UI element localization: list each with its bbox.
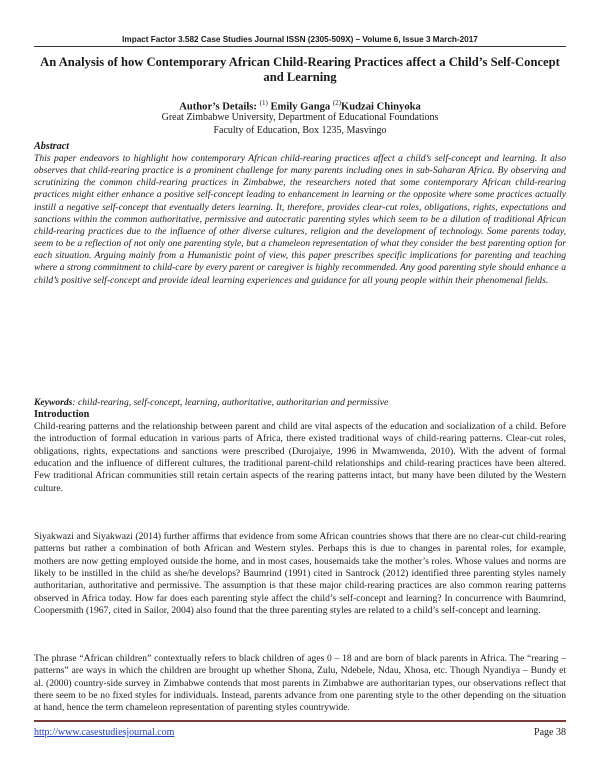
author1-name: Emily Ganga: [270, 101, 331, 113]
intro-paragraph-1: Child-rearing patterns and the relationship between parent and child are vital aspects of the education and socialization of a child. Before the introduction of formal education in various parts of Africa, there existed traditional ways of child-rearing patterns. Clear-cut roles, obligations, rights, expectations and sanctions were prescribed (Durojaiye, 1996 in Mwamwenda, 2010). With the advent of formal education and the influence of different cultures, the traditional parent-child relationships and child-rearing practices have been altered. Few traditional African communities still retain certain aspects of the rearing patterns intact, but many have been diluted by the Western culture.: [34, 421, 566, 494]
page-number: Page 38: [534, 727, 566, 738]
keywords-text: : child-rearing, self-concept, learning, authoritative, authoritarian and permissive: [72, 397, 389, 408]
author2-mark: (2): [332, 99, 342, 107]
journal-website-link[interactable]: http://www.casestudiesjournal.com: [34, 727, 175, 738]
author2-name: Kudzai Chinyoka: [341, 101, 421, 113]
abstract-text: This paper endeavors to highlight how contemporary African child-rearing practices affect a child’s self-concept and learning. It also observes that child-rearing practice is a prominent challenge for many parents including ones in sub-Saharan Africa. By observing and scrutinizing the common child-rearing practices in Zimbabwe, the researchers noted that some contemporary African child-rearing practices might either enhance a positive self-concept leading to enhancement in learning or the opposite where some practices actually instill a negative self-concept that eventually deters learning. It, therefore, provides clear-cut roles, obligations, rights, expectations and sanctions within the common authoritative, permissive and autocratic parenting styles which seem to be a dilution of traditional African child-rearing practices due to the influence of other diverse cultures, religion and the development of technology. Some parents today, seem to be a reflection of not only one parenting style, but a chameleon representation of what they consider the best parenting option for each situation. Arguing mainly from a Humanistic point of view, this paper prescribes specific implications for parenting and teaching where a strong commitment to child-care by every parent or caregiver is highly recommended. Any good parenting style should enhance a child’s positive self-concept and provide ideal learning experiences and guidance for all young people within their phenomenal fields.: [34, 153, 566, 286]
authors-label: Author’s Details:: [179, 101, 257, 113]
running-head: Impact Factor 3.582 Case Studies Journal ISSN (2305-509X) – Volume 6, Issue 3 March-2017: [34, 35, 566, 47]
footer-rule: [34, 720, 566, 722]
intro-paragraph-3: The phrase “African children” contextually refers to black children of ages 0 – 18 and are born of black parents in Africa. The “rearing – patterns” are ways in which the children are brought up whether Shona, Zulu, Ndebele, Ndau, Xhosa, etc. Though Nyandiya – Bundy et al. (2000) country-side survey in Zimbabwe contends that most parents in Zimbabwe are authoritarian types, our observations reflect that there seem to be no fixed styles for individuals. Instead, parents advance from one parenting style to the other depending on the situation at hand, hence the term chameleon representation of parenting styles countrywide.: [34, 653, 566, 714]
keywords-label: Keywords: [34, 397, 73, 408]
affiliation-line-2: Faculty of Education, Box 1235, Masvingo: [213, 125, 387, 136]
article-title: An Analysis of how Contemporary African Child-Rearing Practices affect a Child’s Self-Concept and Learning: [40, 55, 560, 84]
author1-mark: (1): [259, 99, 268, 107]
affiliation-line-1: Great Zimbabwe University, Department of Educational Foundations: [161, 112, 439, 123]
keywords-line: [34, 397, 566, 409]
introduction-heading: Introduction: [34, 409, 90, 420]
intro-paragraph-2: Siyakwazi and Siyakwazi (2014) further affirms that evidence from some African countries shows that there are no clear-cut child-rearing patterns but rather a combination of both African and Western styles. Perhaps this is due to changes in parental roles, for example, mothers are now getting employed outside the home, and in most cases, housemaids take the mother’s roles. Whose values and norms are likely to be instilled in the child as she/he develops? Baumrind (1991) cited in Santrock (2012) identified three parenting styles namely authoritarian, authoritative and permissive. The assumption is that these major child-rearing practices are also common rearing patterns observed in Africa today. How far does each parenting style affect the child’s self-concept and learning? In concurrence with Baumrind, Coopersmith (1967, cited in Sailor, 2004) also found that the three parenting styles are related to a child’s self-concept and learning.: [34, 531, 566, 617]
abstract-heading: Abstract: [34, 141, 70, 152]
